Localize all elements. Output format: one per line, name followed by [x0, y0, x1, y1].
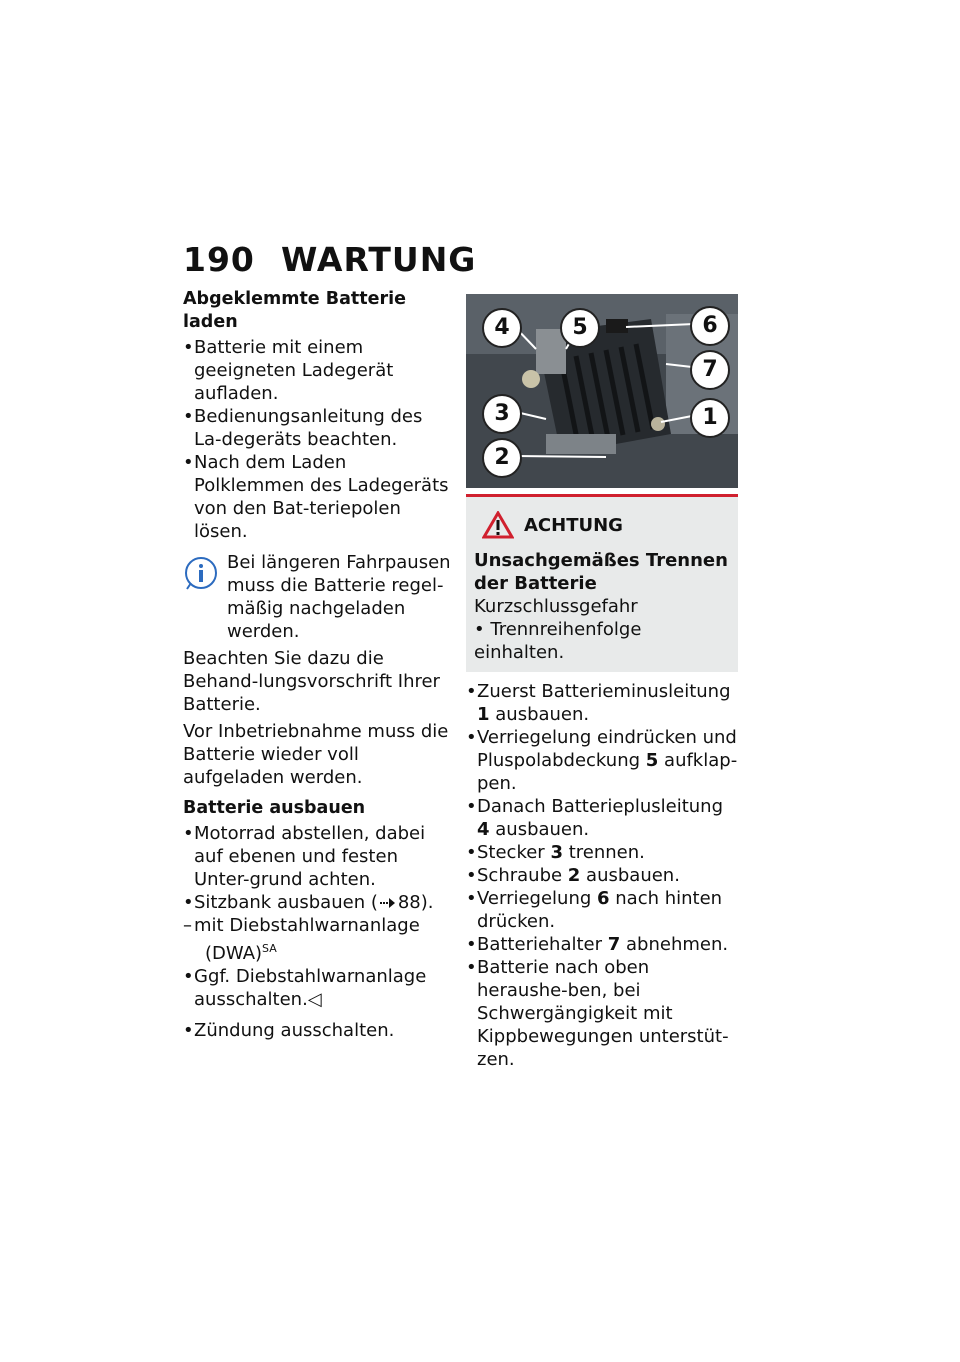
step-text: Batteriehalter [477, 934, 608, 955]
step-ref-number: 4 [477, 819, 490, 840]
page-header [183, 240, 476, 279]
warning-hazard: Kurzschlussgefahr [474, 596, 638, 617]
list-item: • Zündung ausschalten. [183, 1019, 451, 1042]
step-text: ausbauen. [580, 865, 680, 886]
callout-1: 1 [690, 398, 730, 438]
step-list [466, 680, 738, 1071]
step-text: trennen. [562, 842, 645, 863]
warning-box [466, 494, 738, 672]
step-ref-number: 2 [567, 865, 581, 886]
step-ref-number: 5 [645, 750, 659, 771]
section-title-remove: Batterie ausbauen [183, 798, 366, 818]
list-item: • Batterie mit einem geeigneten Ladegerät aufladen. [183, 336, 451, 405]
step-text: abnehmen. [620, 934, 729, 955]
conditional-item: – mit Diebstahlwarnanlage [183, 914, 451, 937]
right-column [466, 294, 738, 1071]
list-item: • Motorrad abstellen, dabei auf ebenen und festen Unter-grund achten. [183, 822, 451, 891]
sa-superscript: SA [262, 942, 277, 955]
step-ref-number: 7 [607, 934, 621, 955]
step-text: Schraube [477, 865, 568, 886]
step-ref-number: 6 [597, 888, 610, 909]
list-item [466, 726, 738, 795]
step-text: nach hinten drücken. [477, 888, 723, 932]
list-item: • Ggf. Diebstahlwarnanlage ausschalten.◁ [183, 965, 451, 1011]
list-item: • Bedienungsanleitung des La-degeräts beachten. [183, 405, 451, 451]
info-note [183, 551, 451, 789]
callout-6: 6 [690, 306, 730, 346]
warning-label: ACHTUNG [524, 514, 623, 536]
step-ref-number: 3 [550, 842, 563, 863]
list-item [466, 680, 738, 726]
step-text: Zuerst Batterieminusleitung [477, 681, 731, 702]
callout-4: 4 [482, 308, 522, 348]
callout-7: 7 [690, 350, 730, 390]
step-text: ausbauen. [489, 819, 590, 840]
step-text: Danach Batterieplusleitung [477, 796, 723, 817]
warning-action: • Trennreihenfolge einhalten. [474, 619, 642, 663]
list-item [183, 891, 451, 914]
step-ref-number: 1 [477, 704, 490, 725]
conditional-item [183, 937, 451, 965]
left-column [183, 288, 451, 1042]
list-item [466, 841, 738, 864]
note-para: Beachten Sie dazu die Behand-lungsvorschrift Ihrer Batterie. [183, 648, 440, 715]
page-reference[interactable]: 88). [397, 892, 434, 913]
battery-photo [466, 294, 738, 488]
page-number: 190 [183, 240, 255, 279]
list-item [466, 795, 738, 841]
callout-5: 5 [560, 308, 600, 348]
step-text: aufklap-pen. [477, 750, 738, 794]
callout-3: 3 [482, 394, 522, 434]
page-reference-arrow-icon [380, 897, 396, 909]
step-text: Stecker [477, 842, 551, 863]
step-text: Verriegelung [477, 888, 598, 909]
warning-title [474, 511, 730, 539]
list-item-text: Sitzbank ausbauen ( [194, 892, 378, 913]
warning-triangle-icon [482, 511, 514, 539]
step-text: Verriegelung eindrücken und Pluspolabdeckung [477, 727, 737, 771]
step-text: Batterie nach oben heraushe-ben, bei Schwergängigkeit mit Kippbewegungen unterstüt-zen. [477, 957, 729, 1070]
callout-2: 2 [482, 438, 522, 478]
note-text: Bei längeren Fahrpausen muss die Batterie regel-mäßig nachgeladen werden. [227, 552, 451, 642]
list-item [466, 887, 738, 933]
info-icon [183, 555, 219, 591]
note-para: Vor Inbetriebnahme muss die Batterie wieder voll aufgeladen werden. [183, 721, 449, 788]
list-item [466, 956, 738, 1071]
chapter-title: WARTUNG [281, 240, 477, 279]
list-item [466, 933, 738, 956]
warning-headline: Unsachgemäßes Trennen der Batterie [474, 550, 728, 594]
list-item: • Nach dem Laden Polklemmen des Ladegeräts von den Bat-teriepolen lösen. [183, 451, 451, 543]
section-title-charge: Abgeklemmte Batterie laden [183, 289, 407, 332]
dwa-label: (DWA) [205, 943, 263, 964]
step-text: ausbauen. [489, 704, 590, 725]
list-item [466, 864, 738, 887]
